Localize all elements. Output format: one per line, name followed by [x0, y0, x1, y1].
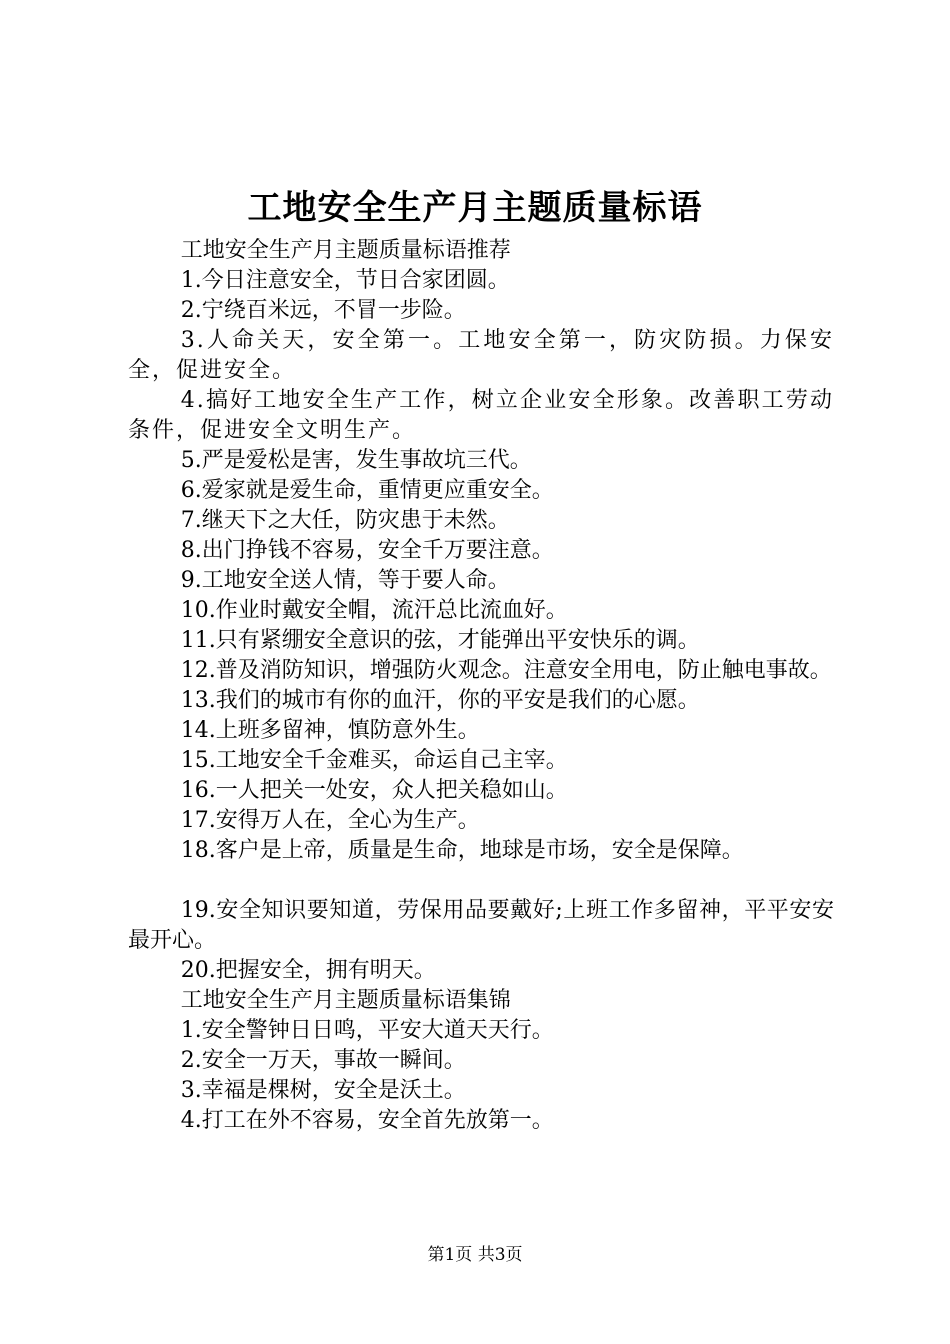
slogan-item: 3.人命关天，安全第一。工地安全第一，防灾防损。力保安全，促进安全。: [128, 328, 834, 383]
slogan-item: 15.工地安全千金难买，命运自己主宰。: [180, 748, 568, 773]
slogan-item: 7.继天下之大任，防灾患于未然。: [180, 508, 510, 533]
slogan-item: 1.今日注意安全，节日合家团圆。: [180, 268, 510, 293]
slogan-item: 5.严是爱松是害，发生事故坑三代。: [180, 448, 532, 473]
document-body: [128, 236, 834, 1136]
slogan-item: 6.爱家就是爱生命，重情更应重安全。: [180, 478, 554, 503]
slogan-item: 20.把握安全，拥有明天。: [180, 958, 436, 983]
slogan-item: 8.出门挣钱不容易，安全千万要注意。: [180, 538, 554, 563]
page-title: 工地安全生产月主题质量标语: [247, 188, 703, 228]
slogan-item: 4.打工在外不容易，安全首先放第一。: [180, 1108, 554, 1133]
section-heading: 工地安全生产月主题质量标语集锦: [180, 988, 511, 1013]
section-heading: 工地安全生产月主题质量标语推荐: [180, 238, 511, 263]
slogan-item: 18.客户是上帝，质量是生命，地球是市场，安全是保障。: [180, 838, 744, 863]
page-footer: 第1页 共3页: [427, 1245, 523, 1265]
slogan-item: 3.幸福是棵树，安全是沃土。: [180, 1078, 466, 1103]
blank-line: [128, 866, 834, 896]
slogan-item: 2.安全一万天，事故一瞬间。: [180, 1048, 466, 1073]
slogan-item: 12.普及消防知识，增强防火观念。注意安全用电，防止触电事故。: [180, 658, 832, 683]
slogan-item: 19.安全知识要知道，劳保用品要戴好;上班工作多留神，平平安安最开心。: [128, 898, 834, 953]
slogan-item: 1.安全警钟日日鸣，平安大道天天行。: [180, 1018, 554, 1043]
slogan-item: 9.工地安全送人情，等于要人命。: [180, 568, 510, 593]
slogan-item: 4.搞好工地安全生产工作，树立企业安全形象。改善职工劳动条件，促进安全文明生产。: [128, 388, 834, 443]
slogan-item: 11.只有紧绷安全意识的弦，才能弹出平安快乐的调。: [180, 628, 700, 653]
slogan-item: 17.安得万人在，全心为生产。: [180, 808, 480, 833]
slogan-item: 14.上班多留神，慎防意外生。: [180, 718, 480, 743]
slogan-item: 10.作业时戴安全帽，流汗总比流血好。: [180, 598, 568, 623]
slogan-item: 16.一人把关一处安，众人把关稳如山。: [180, 778, 568, 803]
slogan-item: 2.宁绕百米远，不冒一步险。: [180, 298, 466, 323]
slogan-item: 13.我们的城市有你的血汗，你的平安是我们的心愿。: [180, 688, 700, 713]
